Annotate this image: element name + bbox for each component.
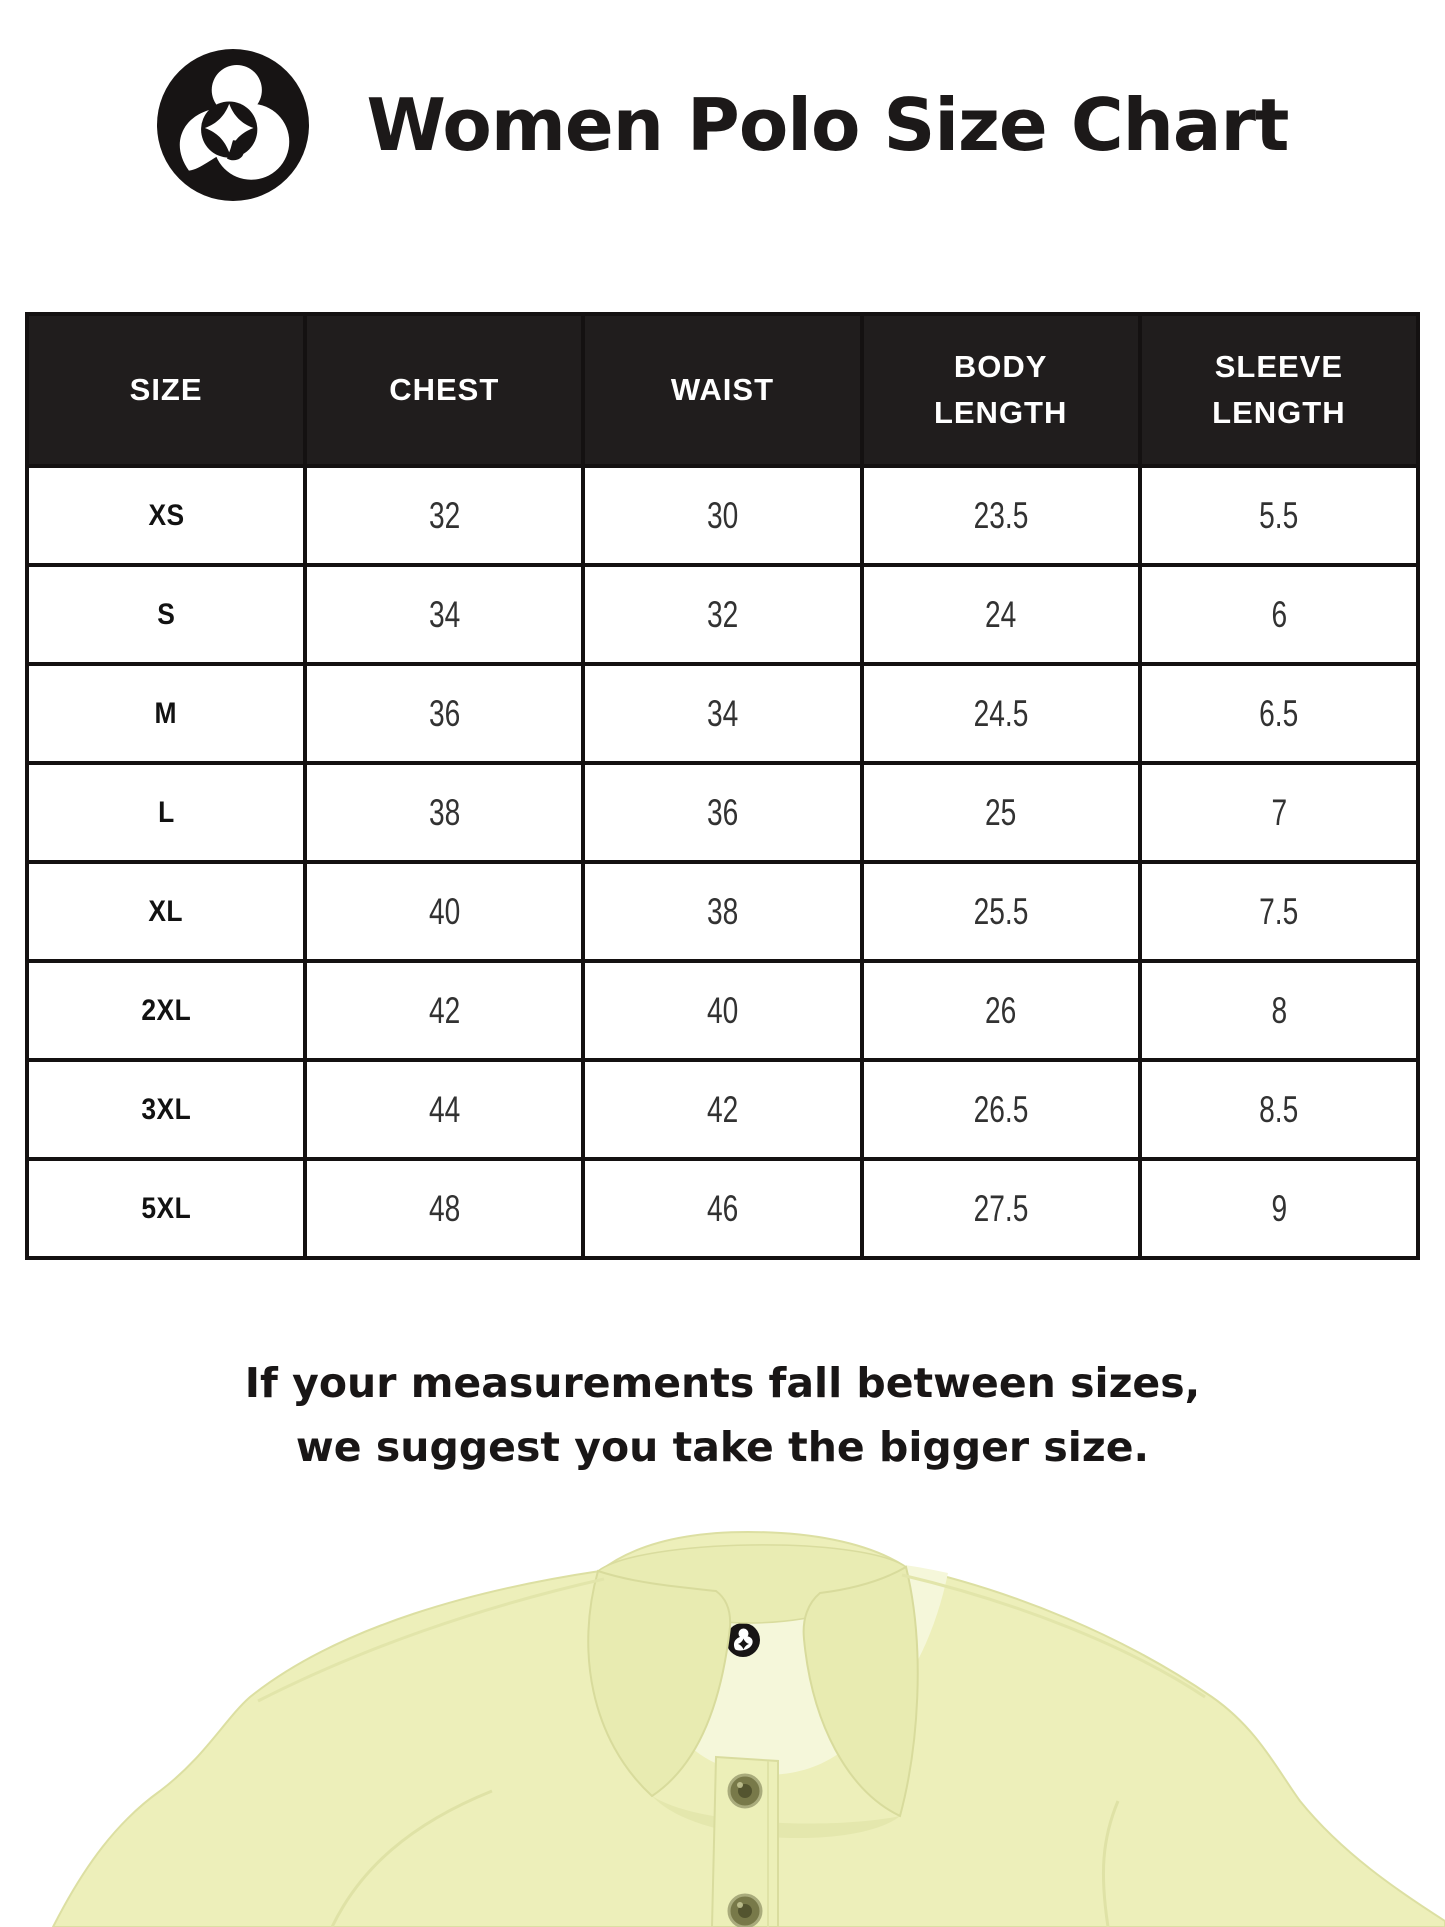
chest-value: 32 [428, 494, 460, 536]
cell-body-length [862, 565, 1140, 664]
polo-shirt-collar-photo [0, 1529, 1445, 1927]
column-header-chest [305, 314, 583, 466]
cell-size [27, 1159, 305, 1258]
cell-waist [583, 1060, 861, 1159]
fit-note-line-1: If your measurements fall between sizes, [244, 1359, 1201, 1407]
chest-value: 36 [428, 692, 460, 734]
cell-size [27, 565, 305, 664]
cell-chest [305, 862, 583, 961]
chest-value: 40 [428, 890, 460, 932]
body-length-value: 26 [985, 989, 1017, 1031]
header [0, 0, 1445, 204]
table-header [27, 314, 1418, 466]
cell-sleeve-length [1140, 565, 1418, 664]
waist-value: 40 [706, 989, 739, 1031]
cell-waist [583, 1159, 861, 1258]
size-value: L [157, 795, 175, 829]
cell-chest [305, 763, 583, 862]
column-header-waist [583, 314, 861, 466]
sleeve-length-value: 6 [1271, 593, 1287, 635]
column-header-label: WAIST [670, 371, 775, 407]
cell-sleeve-length [1140, 466, 1418, 565]
waist-value: 46 [706, 1187, 739, 1229]
chest-value: 34 [428, 593, 460, 635]
cell-chest [305, 466, 583, 565]
cell-waist [583, 862, 861, 961]
cell-chest [305, 664, 583, 763]
shirt-tag-logo [726, 1623, 760, 1657]
fit-note-line-2: we suggest you take the bigger size. [295, 1422, 1150, 1471]
waist-value: 34 [706, 692, 739, 734]
column-header-label: CHEST [389, 371, 500, 407]
body-length-value: 25 [985, 791, 1017, 833]
size-value: M [154, 696, 178, 730]
chest-value: 42 [428, 989, 460, 1031]
polo-button [729, 1895, 761, 1927]
table-row [27, 664, 1418, 763]
fit-note [0, 1352, 1445, 1479]
cell-chest [305, 1060, 583, 1159]
cell-waist [583, 664, 861, 763]
waist-value: 30 [706, 494, 739, 536]
size-chart-table [25, 312, 1420, 1260]
chest-value: 48 [428, 1187, 460, 1229]
cell-body-length [862, 1159, 1140, 1258]
size-value: 2XL [141, 993, 191, 1027]
column-header-body-length [862, 314, 1140, 466]
cell-body-length [862, 961, 1140, 1060]
cell-chest [305, 1159, 583, 1258]
cell-body-length [862, 664, 1140, 763]
body-length-value: 23.5 [973, 494, 1029, 536]
body-length-value: 27.5 [973, 1187, 1029, 1229]
waist-value: 36 [706, 791, 739, 833]
table-row [27, 565, 1418, 664]
cell-sleeve-length [1140, 862, 1418, 961]
table-row [27, 862, 1418, 961]
cell-waist [583, 565, 861, 664]
size-value: 5XL [141, 1191, 191, 1225]
column-header-sleeve-length [1140, 314, 1418, 466]
cell-chest [305, 961, 583, 1060]
sleeve-length-value: 7 [1271, 791, 1287, 833]
waist-value: 38 [706, 890, 739, 932]
cell-body-length [862, 1060, 1140, 1159]
sleeve-length-value: 7.5 [1259, 890, 1299, 932]
cell-size [27, 961, 305, 1060]
cell-sleeve-length [1140, 961, 1418, 1060]
body-length-value: 24 [985, 593, 1017, 635]
body-length-value: 25.5 [973, 890, 1029, 932]
sleeve-length-value: 8 [1271, 989, 1287, 1031]
sleeve-length-value: 6.5 [1259, 692, 1299, 734]
cell-sleeve-length [1140, 664, 1418, 763]
body-length-value: 26.5 [973, 1088, 1029, 1130]
cell-size [27, 1060, 305, 1159]
cell-chest [305, 565, 583, 664]
waist-value: 32 [706, 593, 739, 635]
sleeve-length-value: 9 [1271, 1187, 1287, 1229]
chest-value: 38 [428, 791, 460, 833]
cell-waist [583, 466, 861, 565]
waist-value: 42 [706, 1088, 739, 1130]
cell-body-length [862, 466, 1140, 565]
table-row [27, 1159, 1418, 1258]
page-title: Women Polo Size Chart [366, 83, 1289, 167]
size-value: XS [148, 498, 185, 532]
size-value: S [157, 597, 176, 631]
column-header-label: SLEEVE LENGTH [1212, 348, 1346, 430]
cell-waist [583, 763, 861, 862]
table-row [27, 961, 1418, 1060]
brand-logo-icon [157, 49, 309, 201]
cell-size [27, 763, 305, 862]
column-header-label: SIZE [129, 371, 203, 407]
sleeve-length-value: 5.5 [1259, 494, 1299, 536]
table-row [27, 763, 1418, 862]
cell-size [27, 664, 305, 763]
cell-sleeve-length [1140, 1060, 1418, 1159]
cell-body-length [862, 763, 1140, 862]
cell-waist [583, 961, 861, 1060]
table-row [27, 1060, 1418, 1159]
size-value: 3XL [141, 1092, 191, 1126]
table-header-row [27, 314, 1418, 466]
sleeve-length-value: 8.5 [1259, 1088, 1299, 1130]
cell-size [27, 466, 305, 565]
table-row [27, 466, 1418, 565]
size-value: XL [148, 894, 184, 928]
column-header-label: BODY LENGTH [933, 348, 1068, 430]
body-length-value: 24.5 [973, 692, 1029, 734]
column-header-size [27, 314, 305, 466]
cell-body-length [862, 862, 1140, 961]
cell-sleeve-length [1140, 763, 1418, 862]
polo-button [729, 1775, 761, 1807]
cell-sleeve-length [1140, 1159, 1418, 1258]
cell-size [27, 862, 305, 961]
chest-value: 44 [428, 1088, 460, 1130]
